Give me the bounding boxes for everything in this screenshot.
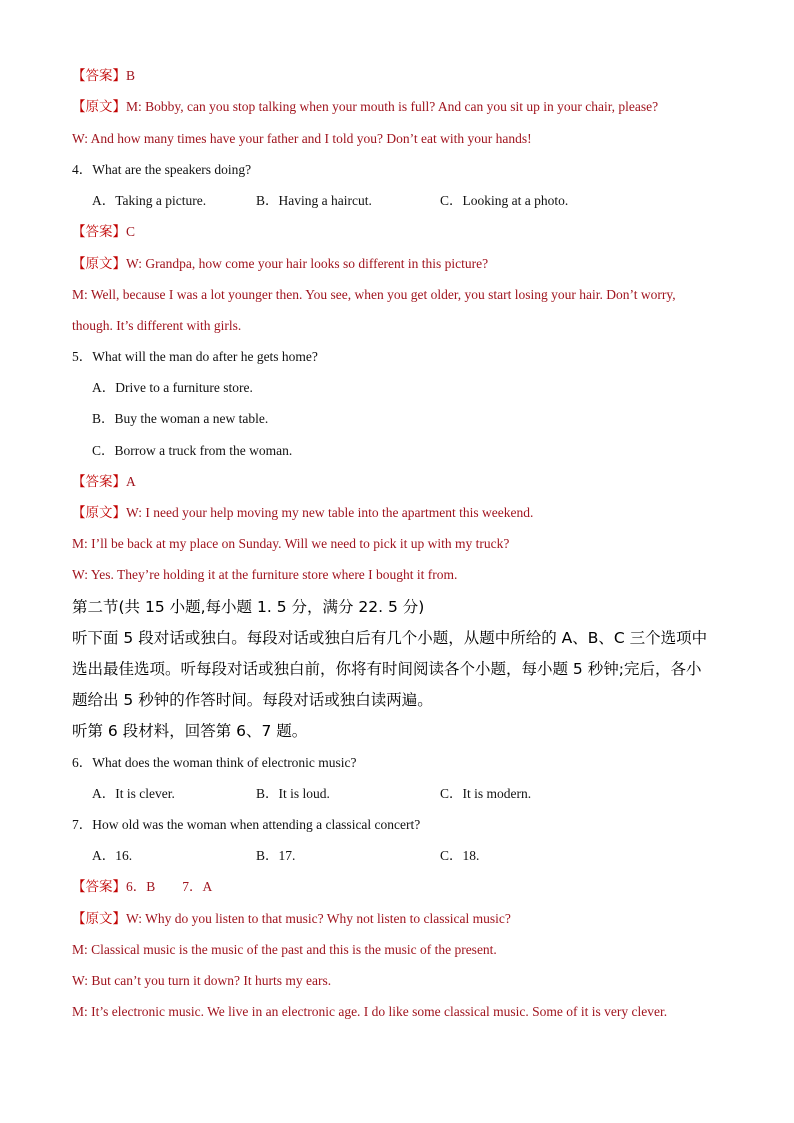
q4-original-line-3: though. It’s different with girls.: [72, 318, 242, 333]
q7-option-c: C．18.: [440, 848, 480, 863]
answer-value: 6．B 7．A: [126, 879, 213, 894]
original-tag: 【原文】: [72, 505, 126, 520]
q4-option-c: C．Looking at a photo.: [440, 193, 569, 208]
q4-original-line-2: M: Well, because I was a lot younger then. You see, when you get older, you start losing your hair. Don’t worry,: [72, 287, 676, 302]
q5-option-c: C．Borrow a truck from the woman.: [92, 443, 293, 458]
q67-original-line-4: M: It’s electronic music. We live in an electronic age. I do like some classical music. Some of it is very clever.: [72, 1004, 668, 1019]
q67-original-line-2: M: Classical music is the music of the past and this is the music of the present.: [72, 942, 497, 957]
q5-answer-line: [72, 473, 136, 491]
q4-original-line-1: [72, 255, 488, 273]
answer-tag: 【答案】: [72, 879, 126, 894]
q5-option-a: A．Drive to a furniture store.: [92, 380, 253, 395]
q3-answer-line: [72, 67, 135, 85]
section2-instructions-2: 选出最佳选项。听每段对话或独白前，你将有时间阅读各个小题，每小题 5 秒钟;完后，各小: [72, 660, 702, 678]
original-tag: 【原文】: [72, 99, 126, 114]
q67-original-line-3: W: But can’t you turn it down? It hurts my ears.: [72, 973, 332, 988]
q6-question: 6．What does the woman think of electronic music?: [72, 755, 357, 770]
section2-heading: 第二节(共 15 小题,每小题 1. 5 分，满分 22. 5 分): [72, 598, 425, 616]
q5-option-b: B．Buy the woman a new table.: [92, 411, 269, 426]
q4-answer-line: [72, 223, 135, 241]
q7-option-b: B．17.: [256, 848, 296, 863]
q7-option-a: A．16.: [92, 848, 133, 863]
q4-question: 4．What are the speakers doing?: [72, 162, 252, 177]
q5-original-line-2: M: I’ll be back at my place on Sunday. Will we need to pick it up with my truck?: [72, 536, 510, 551]
original-text: W: Grandpa, how come your hair looks so different in this picture?: [126, 256, 489, 271]
q7-question: 7．How old was the woman when attending a classical concert?: [72, 817, 421, 832]
q5-original-line-3: W: Yes. They’re holding it at the furniture store where I bought it from.: [72, 567, 458, 582]
answer-tag: 【答案】: [72, 68, 126, 83]
q4-option-b: B．Having a haircut.: [256, 193, 372, 208]
q6-option-c: C．It is modern.: [440, 786, 532, 801]
section2-material: 听第 6 段材料，回答第 6、7 题。: [72, 722, 308, 740]
section2-instructions-1: 听下面 5 段对话或独白。每段对话或独白后有几个小题，从题中所给的 A、B、C 三个选项中: [72, 629, 708, 647]
original-text: M: Bobby, can you stop talking when your mouth is full? And can you sit up in your chair, please?: [126, 99, 659, 114]
q5-original-line-1: [72, 504, 533, 522]
q3-original-line-2: W: And how many times have your father and I told you? Don’t eat with your hands!: [72, 131, 532, 146]
original-text: W: I need your help moving my new table into the apartment this weekend.: [126, 505, 534, 520]
original-tag: 【原文】: [72, 911, 126, 926]
section2-instructions-3: 题给出 5 秒钟的作答时间。每段对话或独白读两遍。: [72, 691, 433, 709]
q67-original-line-1: [72, 910, 511, 928]
original-text: W: Why do you listen to that music? Why not listen to classical music?: [126, 911, 511, 926]
answer-value: B: [126, 68, 136, 83]
q3-original-line-1: [72, 98, 658, 116]
answer-value: A: [126, 474, 136, 489]
q67-answer-line: [72, 878, 212, 896]
q6-option-a: A．It is clever.: [92, 786, 175, 801]
original-tag: 【原文】: [72, 256, 126, 271]
answer-value: C: [126, 224, 136, 239]
answer-tag: 【答案】: [72, 474, 126, 489]
answer-tag: 【答案】: [72, 224, 126, 239]
q4-option-a: A．Taking a picture.: [92, 193, 207, 208]
q5-question: 5．What will the man do after he gets home?: [72, 349, 318, 364]
q6-option-b: B．It is loud.: [256, 786, 330, 801]
